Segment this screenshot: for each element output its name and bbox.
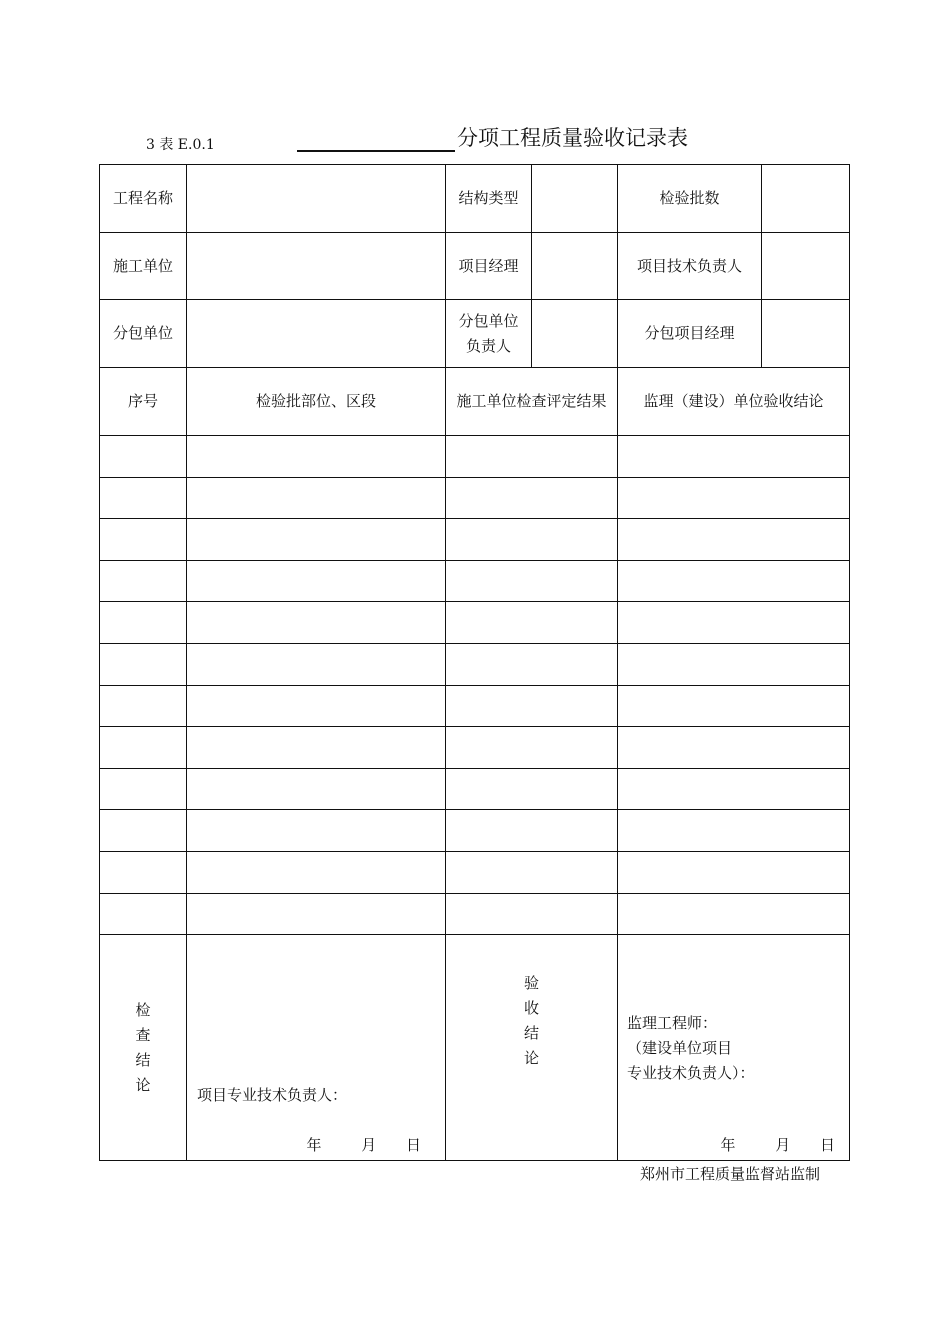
owner-unit-label: （建设单位项目 xyxy=(627,1039,733,1058)
table-row xyxy=(100,643,850,685)
acceptance-conclusion-char: 收 xyxy=(523,998,539,1017)
conclusion-row xyxy=(100,935,850,1161)
row-result-cell[interactable] xyxy=(446,560,618,602)
row-result-cell[interactable] xyxy=(446,893,618,935)
row-location-cell[interactable] xyxy=(187,768,446,810)
record-rows xyxy=(100,436,850,935)
row-result-cell[interactable] xyxy=(446,519,618,561)
row-conclusion-cell[interactable] xyxy=(618,602,850,644)
date-month-label: 月 xyxy=(361,1136,377,1155)
table-row xyxy=(100,519,850,561)
row-result-cell[interactable] xyxy=(446,810,618,852)
row-conclusion-cell[interactable] xyxy=(618,768,850,810)
row-conclusion-cell[interactable] xyxy=(618,727,850,769)
row-location-cell[interactable] xyxy=(187,643,446,685)
construction-unit-label: 施工单位 xyxy=(100,233,187,300)
row-seq-cell[interactable] xyxy=(100,851,187,893)
table-row xyxy=(100,851,850,893)
check-date xyxy=(289,1133,429,1158)
row-seq-cell[interactable] xyxy=(100,602,187,644)
supervisor-sign-cell[interactable] xyxy=(618,935,850,1161)
supervisor-date xyxy=(703,1133,843,1158)
acceptance-record-table xyxy=(99,164,850,1161)
date-month-label: 月 xyxy=(775,1136,791,1155)
owner-tech-lead-label: 专业技术负责人）： xyxy=(627,1064,755,1083)
row-conclusion-cell[interactable] xyxy=(618,685,850,727)
date-year-label: 年 xyxy=(306,1136,322,1155)
row-seq-cell[interactable] xyxy=(100,436,187,478)
column-header-supervisor-conclusion: 监理（建设）单位验收结论 xyxy=(618,368,850,436)
project-manager-label: 项目经理 xyxy=(446,233,532,300)
date-day-label: 日 xyxy=(820,1136,836,1155)
row-result-cell[interactable] xyxy=(446,643,618,685)
check-conclusion-char: 论 xyxy=(135,1075,151,1094)
row-conclusion-cell[interactable] xyxy=(618,643,850,685)
row-conclusion-cell[interactable] xyxy=(618,519,850,561)
row-location-cell[interactable] xyxy=(187,727,446,769)
row-location-cell[interactable] xyxy=(187,519,446,561)
acceptance-conclusion-char: 结 xyxy=(523,1023,539,1042)
row-result-cell[interactable] xyxy=(446,477,618,519)
acceptance-conclusion-cell[interactable] xyxy=(446,935,618,1161)
row-location-cell[interactable] xyxy=(187,685,446,727)
table-row xyxy=(100,602,850,644)
form-code: 3 表 E.0.1 xyxy=(146,137,215,153)
check-conclusion-char: 结 xyxy=(135,1050,151,1069)
column-header-batch-location: 检验批部位、区段 xyxy=(187,368,446,436)
structure-type-label: 结构类型 xyxy=(446,165,532,233)
subcontractor-field[interactable] xyxy=(187,300,446,368)
row-location-cell[interactable] xyxy=(187,602,446,644)
table-row xyxy=(100,893,850,935)
issuer-footer: 郑州市工程质量监督站监制 xyxy=(640,1165,821,1183)
row-location-cell[interactable] xyxy=(187,477,446,519)
row-conclusion-cell[interactable] xyxy=(618,560,850,602)
tech-lead-field[interactable] xyxy=(762,233,850,300)
row-conclusion-cell[interactable] xyxy=(618,477,850,519)
row-seq-cell[interactable] xyxy=(100,685,187,727)
row-seq-cell[interactable] xyxy=(100,643,187,685)
table-row xyxy=(100,477,850,519)
tech-lead-label: 项目技术负责人 xyxy=(618,233,762,300)
row-seq-cell[interactable] xyxy=(100,810,187,852)
subcontractor-label: 分包单位 xyxy=(100,300,187,368)
form-title: 分项工程质量验收记录表 xyxy=(457,126,688,150)
date-day-label: 日 xyxy=(406,1136,422,1155)
construction-unit-field[interactable] xyxy=(187,233,446,300)
supervisor-engineer-label: 监理工程师： xyxy=(627,1014,718,1033)
column-header-contractor-result: 施工单位检查评定结果 xyxy=(446,368,618,436)
acceptance-conclusion-char: 验 xyxy=(523,973,539,992)
row-result-cell[interactable] xyxy=(446,768,618,810)
structure-type-field[interactable] xyxy=(532,165,618,233)
row-location-cell[interactable] xyxy=(187,851,446,893)
check-conclusion-label xyxy=(100,935,187,1161)
batch-count-label: 检验批数 xyxy=(618,165,762,233)
table-row xyxy=(100,685,850,727)
table-row xyxy=(100,436,850,478)
project-name-label: 工程名称 xyxy=(100,165,187,233)
row-seq-cell[interactable] xyxy=(100,519,187,561)
row-seq-cell[interactable] xyxy=(100,893,187,935)
row-conclusion-cell[interactable] xyxy=(618,851,850,893)
info-row-3 xyxy=(100,300,850,368)
column-header-seq: 序号 xyxy=(100,368,187,436)
column-header-row xyxy=(100,368,850,436)
table-row xyxy=(100,727,850,769)
title-blank-line[interactable] xyxy=(297,150,455,152)
sub-project-manager-field[interactable] xyxy=(762,300,850,368)
date-year-label: 年 xyxy=(720,1136,736,1155)
check-conclusion-char: 检 xyxy=(135,1000,151,1019)
row-location-cell[interactable] xyxy=(187,436,446,478)
row-result-cell[interactable] xyxy=(446,685,618,727)
info-row-1 xyxy=(100,165,850,233)
row-conclusion-cell[interactable] xyxy=(618,436,850,478)
subcontractor-lead-field[interactable] xyxy=(532,300,618,368)
row-result-cell[interactable] xyxy=(446,436,618,478)
row-location-cell[interactable] xyxy=(187,810,446,852)
row-location-cell[interactable] xyxy=(187,893,446,935)
row-location-cell[interactable] xyxy=(187,560,446,602)
row-seq-cell[interactable] xyxy=(100,477,187,519)
batch-count-field[interactable] xyxy=(762,165,850,233)
project-name-field[interactable] xyxy=(187,165,446,233)
row-seq-cell[interactable] xyxy=(100,560,187,602)
table-row xyxy=(100,560,850,602)
subcontractor-lead-label: 分包单位负责人 xyxy=(446,300,532,368)
project-manager-field[interactable] xyxy=(532,233,618,300)
supervisor-sign-block xyxy=(627,1011,755,1086)
sub-project-manager-label: 分包项目经理 xyxy=(618,300,762,368)
row-result-cell[interactable] xyxy=(446,851,618,893)
row-result-cell[interactable] xyxy=(446,727,618,769)
row-seq-cell[interactable] xyxy=(100,768,187,810)
acceptance-conclusion-char: 论 xyxy=(523,1048,539,1067)
row-conclusion-cell[interactable] xyxy=(618,893,850,935)
row-result-cell[interactable] xyxy=(446,602,618,644)
row-conclusion-cell[interactable] xyxy=(618,810,850,852)
row-seq-cell[interactable] xyxy=(100,727,187,769)
check-conclusion-cell[interactable] xyxy=(187,935,446,1161)
table-row xyxy=(100,768,850,810)
tech-lead-sign-label: 项目专业技术负责人： xyxy=(197,1086,348,1105)
table-row xyxy=(100,810,850,852)
info-row-2 xyxy=(100,233,850,300)
check-conclusion-char: 查 xyxy=(135,1025,151,1044)
